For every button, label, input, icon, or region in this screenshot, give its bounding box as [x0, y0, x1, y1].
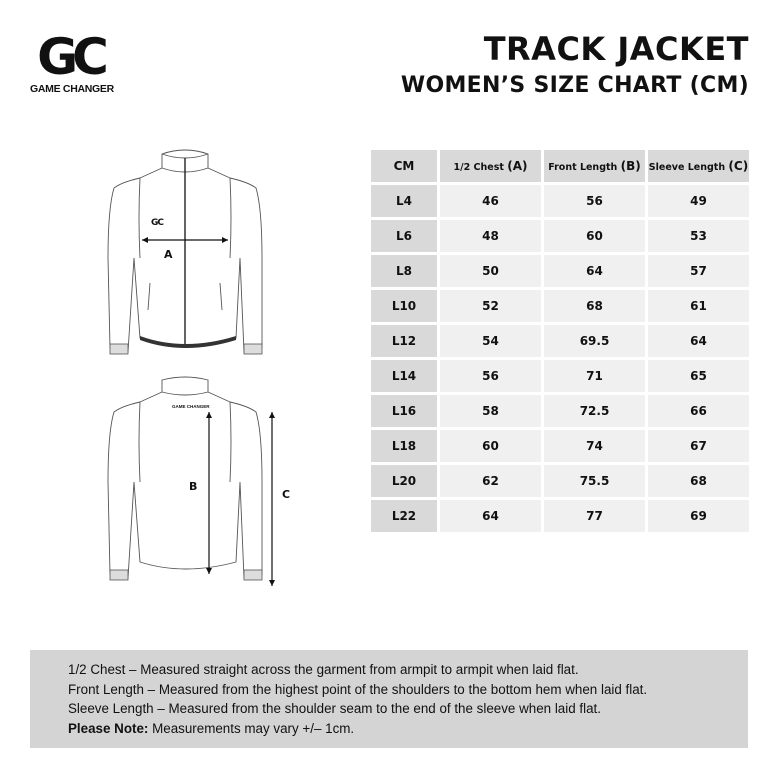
size-cell: L16	[371, 395, 437, 427]
table-row	[371, 500, 749, 532]
logo-letters: GC	[37, 30, 103, 80]
sleeve-length-cell: 65	[648, 360, 749, 392]
chest-cell: 52	[440, 290, 541, 322]
table-row	[371, 395, 749, 427]
page-title: TRACK JACKET	[483, 30, 749, 68]
front-length-cell: 74	[544, 430, 645, 462]
note-please-note	[68, 719, 748, 739]
please-note-text: Measurements may vary +/– 1cm.	[148, 720, 355, 736]
chest-cell: 62	[440, 465, 541, 497]
sleeve-length-cell: 49	[648, 185, 749, 217]
table-row	[371, 185, 749, 217]
front-length-cell: 60	[544, 220, 645, 252]
front-length-arrow-bottom	[206, 568, 212, 574]
table-header-row	[371, 150, 749, 182]
chest-arrow-left	[142, 237, 148, 243]
back-logo-text: GAME CHANGER	[172, 404, 210, 409]
jacket-front-illustration	[100, 148, 270, 368]
header-chest-letter: (A)	[507, 159, 528, 173]
size-chart-table	[368, 147, 752, 535]
jacket-back-illustration	[100, 376, 310, 592]
size-cell: L12	[371, 325, 437, 357]
chest-arrow-right	[222, 237, 228, 243]
brand-logo	[30, 30, 130, 100]
table-row	[371, 465, 749, 497]
header-chest-text: 1/2 Chest	[453, 162, 504, 173]
brand-name: GAME CHANGER	[30, 83, 114, 95]
label-c: C	[282, 488, 291, 501]
front-length-cell: 64	[544, 255, 645, 287]
front-length-arrow-top	[206, 412, 212, 418]
sleeve-length-cell: 61	[648, 290, 749, 322]
table-row	[371, 255, 749, 287]
sleeve-length-cell: 57	[648, 255, 749, 287]
back-right-cuff	[244, 570, 262, 580]
size-cell: L4	[371, 185, 437, 217]
size-cell: L10	[371, 290, 437, 322]
gc-logo-icon	[30, 30, 110, 80]
sleeve-length-cell: 68	[648, 465, 749, 497]
header-cm	[371, 150, 437, 182]
left-cuff	[110, 344, 128, 354]
table-row	[371, 290, 749, 322]
chest-cell: 58	[440, 395, 541, 427]
size-cell: L6	[371, 220, 437, 252]
header-front-letter: (B)	[620, 159, 641, 173]
table-row	[371, 220, 749, 252]
back-collar	[162, 392, 208, 395]
chest-cell: 48	[440, 220, 541, 252]
chest-cell: 64	[440, 500, 541, 532]
sleeve-length-cell: 64	[648, 325, 749, 357]
back-sleeve-seams	[139, 402, 231, 482]
note-chest: 1/2 Chest – Measured straight across the garment from armpit to armpit when laid flat.	[68, 662, 579, 677]
chest-cell: 54	[440, 325, 541, 357]
table-row	[371, 430, 749, 462]
chest-cell: 46	[440, 185, 541, 217]
label-a: A	[164, 248, 173, 261]
sleeve-length-arrow-top	[269, 412, 275, 418]
sleeve-length-cell: 67	[648, 430, 749, 462]
chest-cell: 56	[440, 360, 541, 392]
header-front-length	[544, 150, 645, 182]
sleeve-length-cell: 69	[648, 500, 749, 532]
right-cuff	[244, 344, 262, 354]
page-subtitle: WOMEN’S SIZE CHART (CM)	[400, 73, 749, 98]
table-row	[371, 325, 749, 357]
size-cell: L20	[371, 465, 437, 497]
measurement-notes	[30, 650, 748, 748]
please-note-label: Please Note:	[68, 720, 149, 736]
front-chest-logo: GC	[151, 218, 163, 228]
front-length-cell: 75.5	[544, 465, 645, 497]
header-sleeve-text: Sleeve Length	[648, 162, 726, 173]
size-cell: L18	[371, 430, 437, 462]
header-cm-text: CM	[393, 159, 415, 173]
note-front-length: Front Length – Measured from the highest point of the shoulders to the bottom hem when laid flat.	[68, 681, 648, 697]
front-length-cell: 77	[544, 500, 645, 532]
front-length-cell: 71	[544, 360, 645, 392]
size-cell: L8	[371, 255, 437, 287]
chest-cell: 60	[440, 430, 541, 462]
size-cell: L22	[371, 500, 437, 532]
back-left-cuff	[110, 570, 128, 580]
sleeve-length-arrow-bottom	[269, 580, 275, 586]
page-title-block	[401, 30, 749, 100]
header-front-text: Front Length	[548, 162, 618, 173]
front-hem-band	[140, 336, 236, 348]
label-b: B	[189, 480, 198, 493]
header-sleeve-length	[648, 150, 749, 182]
front-length-cell: 68	[544, 290, 645, 322]
note-sleeve-length: Sleeve Length – Measured from the shoulder seam to the end of the sleeve when laid flat.	[68, 701, 601, 716]
front-length-cell: 56	[544, 185, 645, 217]
header-sleeve-letter: (C)	[728, 159, 749, 173]
size-cell: L14	[371, 360, 437, 392]
sleeve-length-cell: 66	[648, 395, 749, 427]
front-length-cell: 69.5	[544, 325, 645, 357]
table-row	[371, 360, 749, 392]
sleeve-length-cell: 53	[648, 220, 749, 252]
front-length-cell: 72.5	[544, 395, 645, 427]
header-chest	[440, 150, 541, 182]
chest-cell: 50	[440, 255, 541, 287]
